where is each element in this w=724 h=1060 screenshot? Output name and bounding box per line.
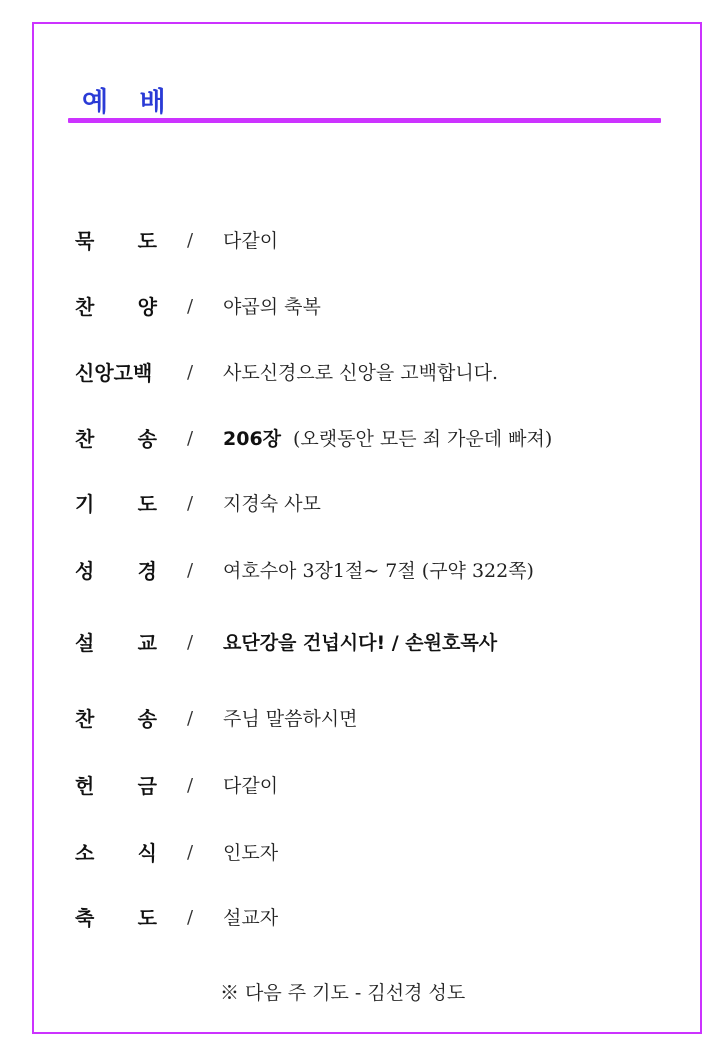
order-row (75, 424, 655, 454)
order-row (75, 771, 655, 801)
order-value: 다같이 (223, 230, 279, 252)
order-row (75, 903, 655, 933)
order-value: 주님 말씀하시면 (223, 708, 358, 730)
separator: / (187, 907, 194, 928)
separator: / (187, 428, 194, 449)
order-row (75, 556, 655, 586)
order-value: 야곱의 축복 (223, 296, 321, 318)
order-label: 설 교 (75, 631, 157, 655)
order-value: 지경숙 사모 (223, 493, 321, 515)
order-label: 기 도 (75, 492, 157, 516)
order-value: 설교자 (223, 907, 279, 929)
order-label: 찬 양 (75, 295, 157, 319)
separator: / (187, 632, 194, 653)
order-label: 소 식 (75, 841, 157, 865)
order-label: 묵 도 (75, 229, 157, 253)
separator: / (187, 842, 194, 863)
order-row (75, 628, 655, 658)
order-value: 요단강을 건넙시다! / 손원호목사 (223, 632, 498, 654)
order-label: 찬 송 (75, 707, 157, 731)
order-row (75, 838, 655, 868)
order-label: 축 도 (75, 906, 157, 930)
order-value: 여호수아 3장1절∼ 7절 (구약 322쪽) (223, 560, 534, 582)
separator: / (187, 708, 194, 729)
separator: / (187, 493, 194, 514)
order-value (223, 424, 552, 454)
order-value: 사도신경으로 신앙을 고백합니다. (223, 362, 499, 384)
order-label: 신앙고백 (75, 361, 153, 385)
separator: / (187, 296, 194, 317)
page-frame (32, 22, 702, 1034)
order-value: 다같이 (223, 775, 279, 797)
order-row (75, 358, 655, 388)
separator: / (187, 362, 194, 383)
order-label: 헌 금 (75, 774, 157, 798)
hymn-title: (오랫동안 모든 죄 가운데 빠져) (293, 428, 553, 450)
order-label: 찬 송 (75, 427, 157, 451)
page-title: 예 배 (82, 87, 167, 118)
separator: / (187, 230, 194, 251)
hymn-number: 206장 (223, 428, 282, 450)
order-row (75, 226, 655, 256)
order-row (75, 292, 655, 322)
order-value: 인도자 (223, 842, 279, 864)
title-underline (68, 118, 661, 123)
separator: / (187, 775, 194, 796)
order-row (75, 704, 655, 734)
order-label: 성 경 (75, 559, 157, 583)
order-row (75, 489, 655, 519)
separator: / (187, 560, 194, 581)
next-week-notice: ※ 다음 주 기도 - 김선경 성도 (220, 982, 466, 1004)
